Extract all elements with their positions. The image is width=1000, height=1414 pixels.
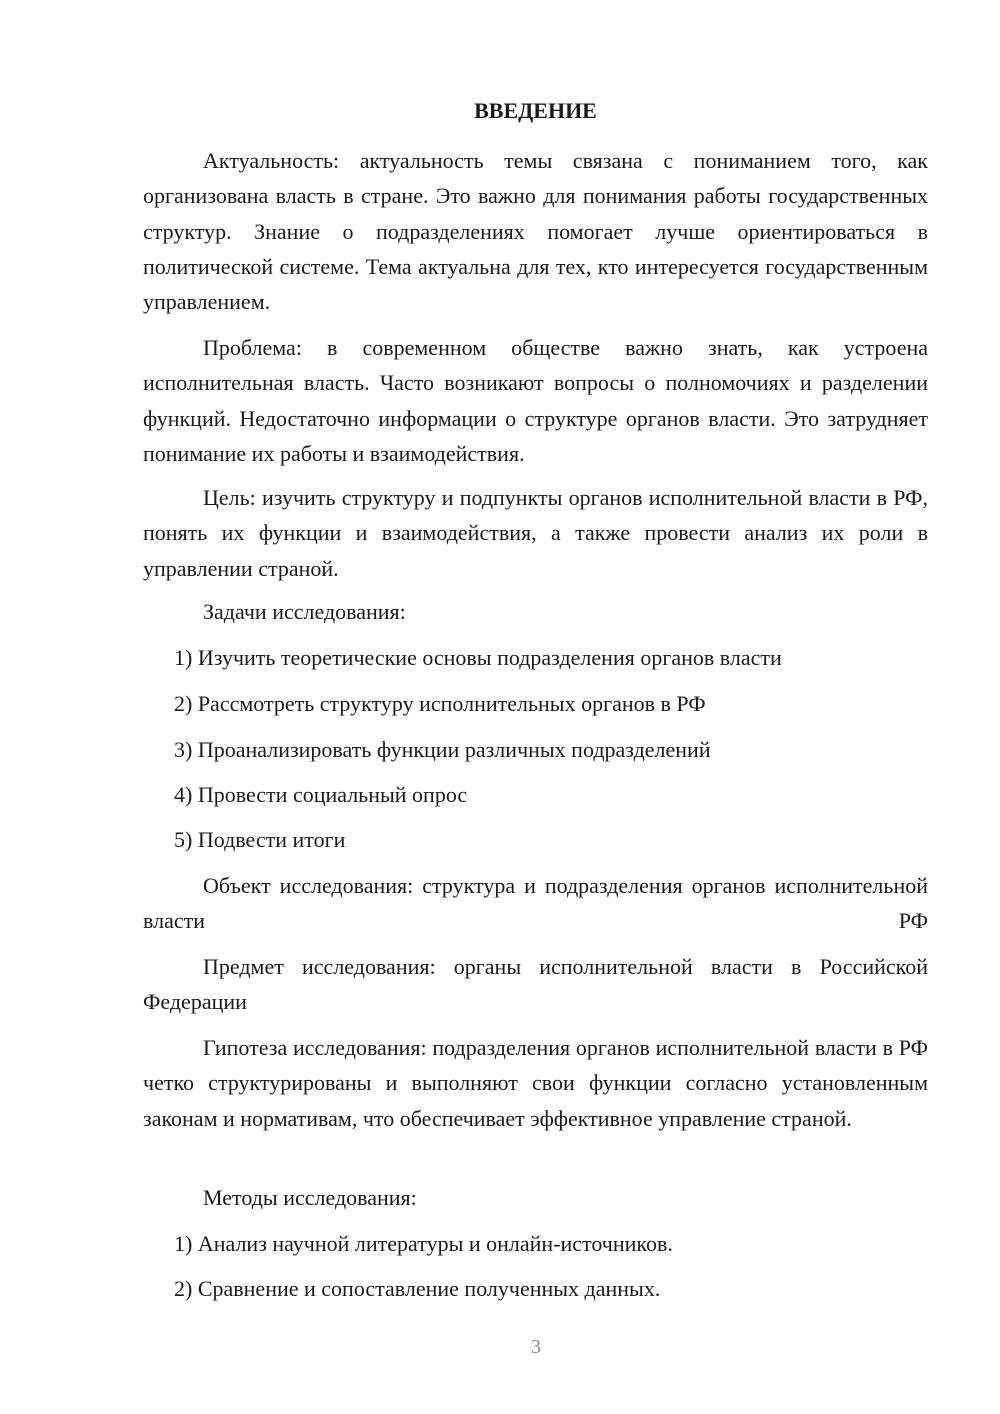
- goal-paragraph: Цель: изучить структуру и подпункты органов исполнительной власти в РФ, понять их функции и взаимодействия, а также провести анализ их роли в управлении страной.: [143, 485, 928, 581]
- tasks-heading: Задачи исследования:: [203, 599, 406, 624]
- list-item: 3) Проанализировать функции различных подразделений: [174, 737, 711, 762]
- subject-paragraph: Предмет исследования: органы исполнительной власти в Российской Федерации: [143, 954, 928, 1015]
- problem-paragraph: Проблема: в современном обществе важно знать, как устроена исполнительная власть. Часто возникают вопросы о полномочиях и разделении функций. Недостаточно информации о структуре органов власти. Это затрудняет понимание их работы и взаимодействия.: [143, 335, 928, 466]
- hypothesis-paragraph: Гипотеза исследования: подразделения органов исполнительной власти в РФ четко структурированы и выполняют свои функции согласно установленным законам и нормативам, что обеспечивает эффективное управление страной.: [143, 1035, 928, 1131]
- list-item: 1) Изучить теоретические основы подразделения органов власти: [174, 645, 782, 670]
- list-item: 5) Подвести итоги: [174, 827, 346, 852]
- list-item: 4) Провести социальный опрос: [174, 782, 468, 807]
- list-item: 2) Сравнение и сопоставление полученных данных.: [174, 1276, 661, 1301]
- relevance-paragraph: Актуальность: актуальность темы связана с пониманием того, как организована власть в стране. Это важно для понимания работы государственных структур. Знание о подразделениях помогает лучше ориентироваться в политической системе. Тема актуальна для тех, кто интересуется государственным управлением.: [143, 148, 928, 315]
- section-title: ВВЕДЕНИЕ: [474, 98, 597, 123]
- object-paragraph: [143, 868, 928, 939]
- methods-heading: Методы исследования:: [203, 1185, 417, 1210]
- page-number: 3: [531, 1336, 541, 1358]
- list-item: 1) Анализ научной литературы и онлайн-источников.: [174, 1231, 673, 1256]
- object-text: Объект исследования: структура и подразделения органов исполнительной власти РФ: [143, 873, 928, 934]
- list-item: 2) Рассмотреть структуру исполнительных органов в РФ: [174, 691, 706, 716]
